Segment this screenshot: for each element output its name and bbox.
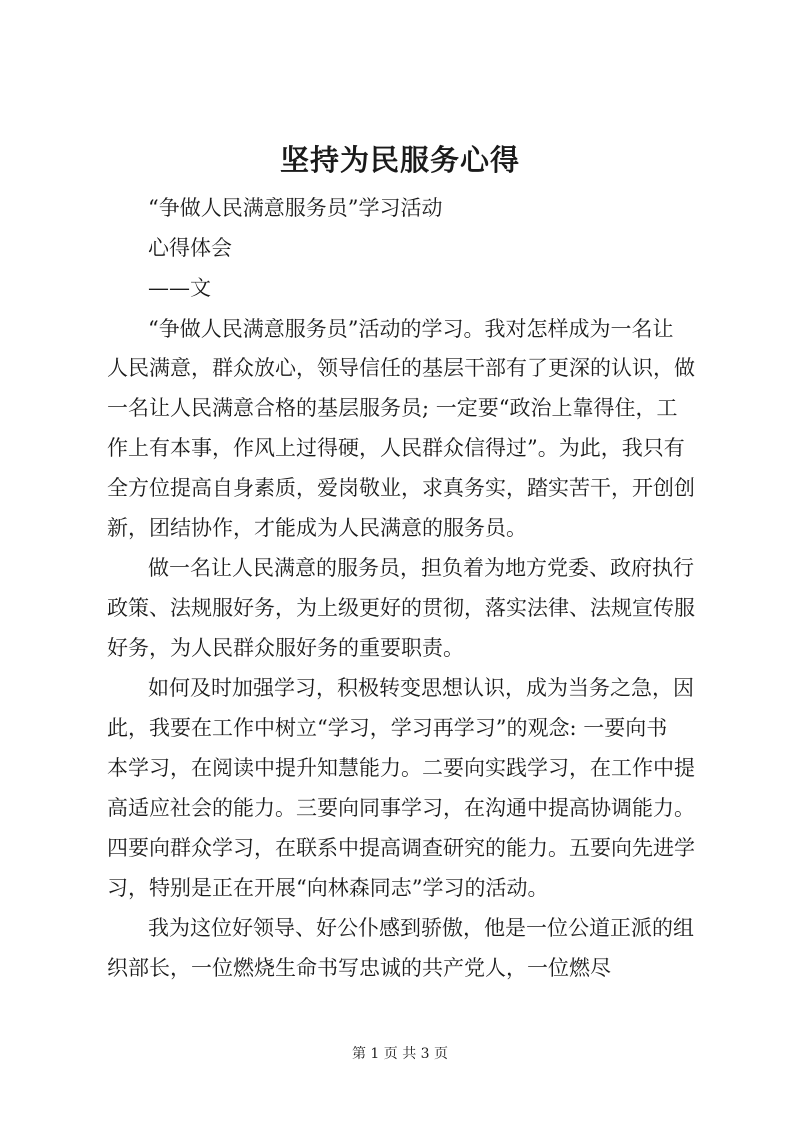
page-number-footer: 第 1 页 共 3 页: [351, 1046, 449, 1062]
paragraph-line: 政策、法规服好务，为上级更好的贯彻，落实法律、法规宣传服: [107, 596, 695, 620]
paragraph-line: 作上有本事，作风上过得硬，人民群众信得过”。为此，我只有: [107, 436, 685, 460]
paragraph-line: 此，我要在工作中树立“学习，学习再学习”的观念: 一要向书: [107, 716, 668, 740]
document-title: 坚持为民服务心得: [279, 143, 520, 177]
paragraph-line: 全方位提高自身素质，爱岗敬业，求真务实，踏实苦干，开创创: [107, 476, 695, 500]
paragraph-line: “争做人民满意服务员”活动的学习。我对怎样成为一名让: [148, 317, 674, 341]
subtitle-line-2: 心得体会: [148, 236, 232, 260]
paragraph-line: 新，团结协作，才能成为人民满意的服务员。: [107, 516, 527, 540]
paragraph-line: 做一名让人民满意的服务员，担负着为地方党委、政府执行: [148, 556, 694, 580]
paragraph-line: 习，特别是正在开展“向林森同志”学习的活动。: [107, 876, 549, 900]
author-line: ——文: [148, 276, 211, 300]
paragraph-line: 织部长，一位燃烧生命书写忠诚的共产党人，一位燃尽: [107, 956, 611, 980]
paragraph-line: 我为这位好领导、好公仆感到骄傲，他是一位公道正派的组: [148, 916, 694, 940]
paragraph-line: 本学习，在阅读中提升知慧能力。二要向实践学习，在工作中提: [107, 756, 695, 780]
paragraph-line: 如何及时加强学习，积极转变思想认识，成为当务之急，因: [148, 676, 694, 700]
paragraph-line: 人民满意，群众放心，领导信任的基层干部有了更深的认识，做: [107, 356, 695, 380]
paragraph-line: 好务，为人民群众服好务的重要职责。: [107, 636, 464, 660]
subtitle-line-1: “争做人民满意服务员”学习活动: [148, 196, 443, 220]
paragraph-line: 四要向群众学习，在联系中提高调查研究的能力。五要向先进学: [107, 836, 695, 860]
paragraph-line: 高适应社会的能力。三要向同事学习，在沟通中提高协调能力。: [107, 796, 695, 820]
paragraph-line: 一名让人民满意合格的基层服务员; 一定要“政治上靠得住，工: [107, 396, 678, 420]
